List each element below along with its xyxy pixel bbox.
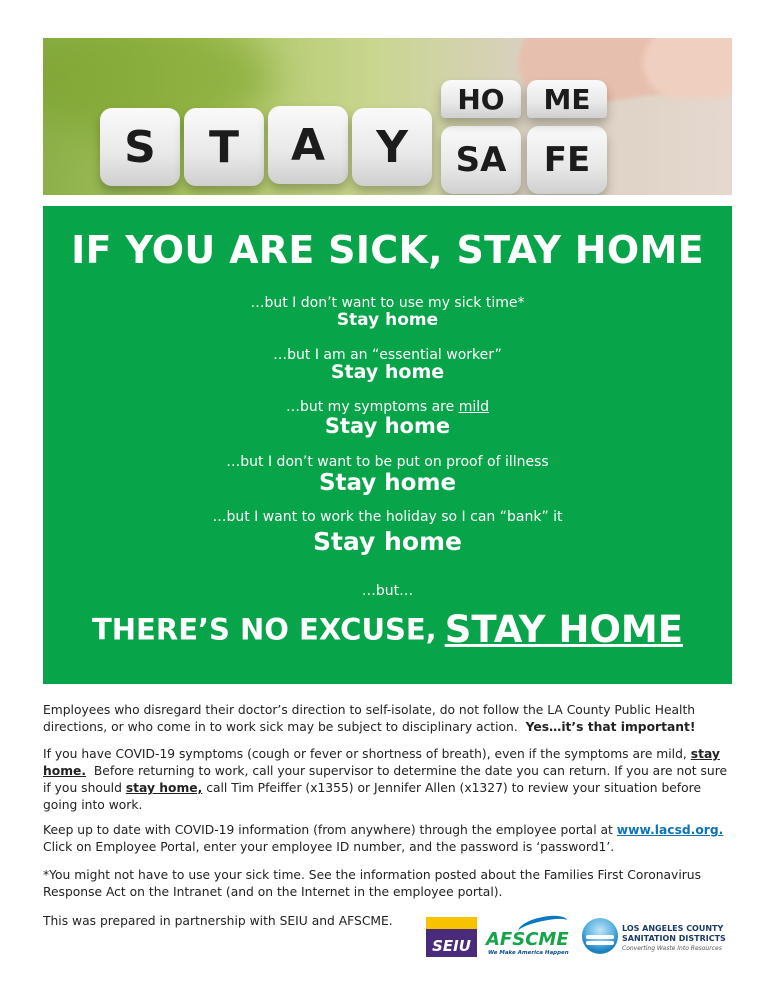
hero-image — [43, 38, 732, 195]
excuse-line-emphasis: mild — [458, 399, 489, 415]
afscme-logo — [486, 917, 570, 959]
dice-cube — [100, 108, 180, 186]
dice-letter: HO — [457, 82, 505, 116]
paragraph-sick-time: *You might not have to use your sick time. See the information posted about the Families First Coronavirus Response Act on the Intranet (and on the Internet in the employee portal). — [43, 868, 702, 899]
afscme-tagline: We Make America Happen — [488, 950, 569, 956]
stay-home-response: Stay home — [336, 310, 439, 330]
stay-home-response: Stay home — [312, 527, 463, 556]
stay-home-emphasis: stay home. — [43, 747, 720, 778]
stay-home-emphasis: stay home, — [125, 781, 203, 795]
dice-letter: FE — [543, 140, 591, 180]
but-line: …but… — [361, 583, 414, 599]
dice-letter: ME — [543, 82, 591, 116]
paragraph-text: call Tim Pfeiffer (x1355) or Jennifer Allen (x1327) to review your situation before going into work. — [43, 781, 702, 812]
dice-letter: A — [290, 119, 326, 171]
final-slogan — [43, 608, 732, 651]
dice-letter: Y — [376, 121, 408, 173]
paragraph-discipline — [43, 702, 735, 736]
paragraph-text: Click on Employee Portal, enter your employee ID number, and the password is ‘password1’. — [43, 840, 615, 854]
seiu-logo — [426, 917, 477, 957]
paragraph-text: Before returning to work, call your supervisor to determine the date you can return. If you are not sure if you should — [43, 764, 728, 795]
lacsd-name-line: LOS ANGELES COUNTY — [622, 924, 724, 933]
wave-line — [586, 935, 614, 939]
wave-line — [586, 941, 614, 945]
lacsd-logo-icon — [582, 918, 618, 954]
dice-cube — [527, 126, 607, 194]
afscme-logo-text: AFSCME — [486, 929, 569, 950]
paragraph-symptoms — [43, 746, 735, 814]
lacsd-tagline: Converting Waste Into Resources — [622, 945, 722, 952]
paragraph-text: If you have COVID-19 symptoms (cough or fever or shortness of breath), even if the symptoms are mild, — [43, 747, 687, 761]
final-slogan-part1: THERE’S NO EXCUSE, — [92, 612, 437, 647]
paragraph-portal — [43, 822, 735, 856]
seiu-logo-bar — [426, 917, 477, 929]
lacsd-website-link[interactable]: www.lacsd.org. — [616, 823, 724, 837]
hand-thumb — [643, 38, 732, 98]
dice-letter: S — [124, 121, 156, 173]
dice-cube-top — [527, 80, 607, 118]
stay-home-response: Stay home — [330, 361, 445, 383]
excuse-line: …but I am an “essential worker” — [273, 347, 502, 363]
dice-letter: T — [208, 121, 239, 173]
dice-letter: SA — [455, 140, 507, 180]
dice-cube — [441, 126, 521, 194]
excuse-line: …but I want to work the holiday so I can “bank” it — [212, 509, 563, 525]
final-slogan-part2: STAY HOME — [444, 608, 683, 651]
paragraph-emphasis: Yes…it’s that important! — [525, 720, 696, 734]
stay-home-response: Stay home — [324, 414, 451, 438]
stay-home-panel — [43, 206, 732, 684]
stay-home-response: Stay home — [318, 470, 457, 496]
excuse-line — [43, 399, 732, 415]
excuse-line: …but I don’t want to be put on proof of illness — [226, 454, 549, 470]
seiu-logo-text: SEIU — [432, 937, 471, 955]
excuse-line-text: …but my symptoms are — [285, 399, 459, 415]
dice-cube — [268, 106, 348, 184]
panel-headline: IF YOU ARE SICK, STAY HOME — [71, 228, 704, 272]
lacsd-name-line: SANITATION DISTRICTS — [622, 934, 726, 943]
dice-cube-top — [441, 80, 521, 118]
excuse-line: …but I don’t want to use my sick time* — [250, 295, 525, 311]
paragraph-partnership: This was prepared in partnership with SEIU and AFSCME. — [43, 914, 393, 928]
paragraph-text: Employees who disregard their doctor’s direction to self-isolate, do not follow the LA County Public Health directions, or who come in to work sick may be subject to disciplinary action. — [43, 703, 696, 734]
dice-cube — [184, 108, 264, 186]
paragraph-text: Keep up to date with COVID-19 information (from anywhere) through the employee portal at — [43, 823, 613, 837]
lacsd-logo-name — [622, 924, 742, 944]
dice-cube — [352, 108, 432, 186]
